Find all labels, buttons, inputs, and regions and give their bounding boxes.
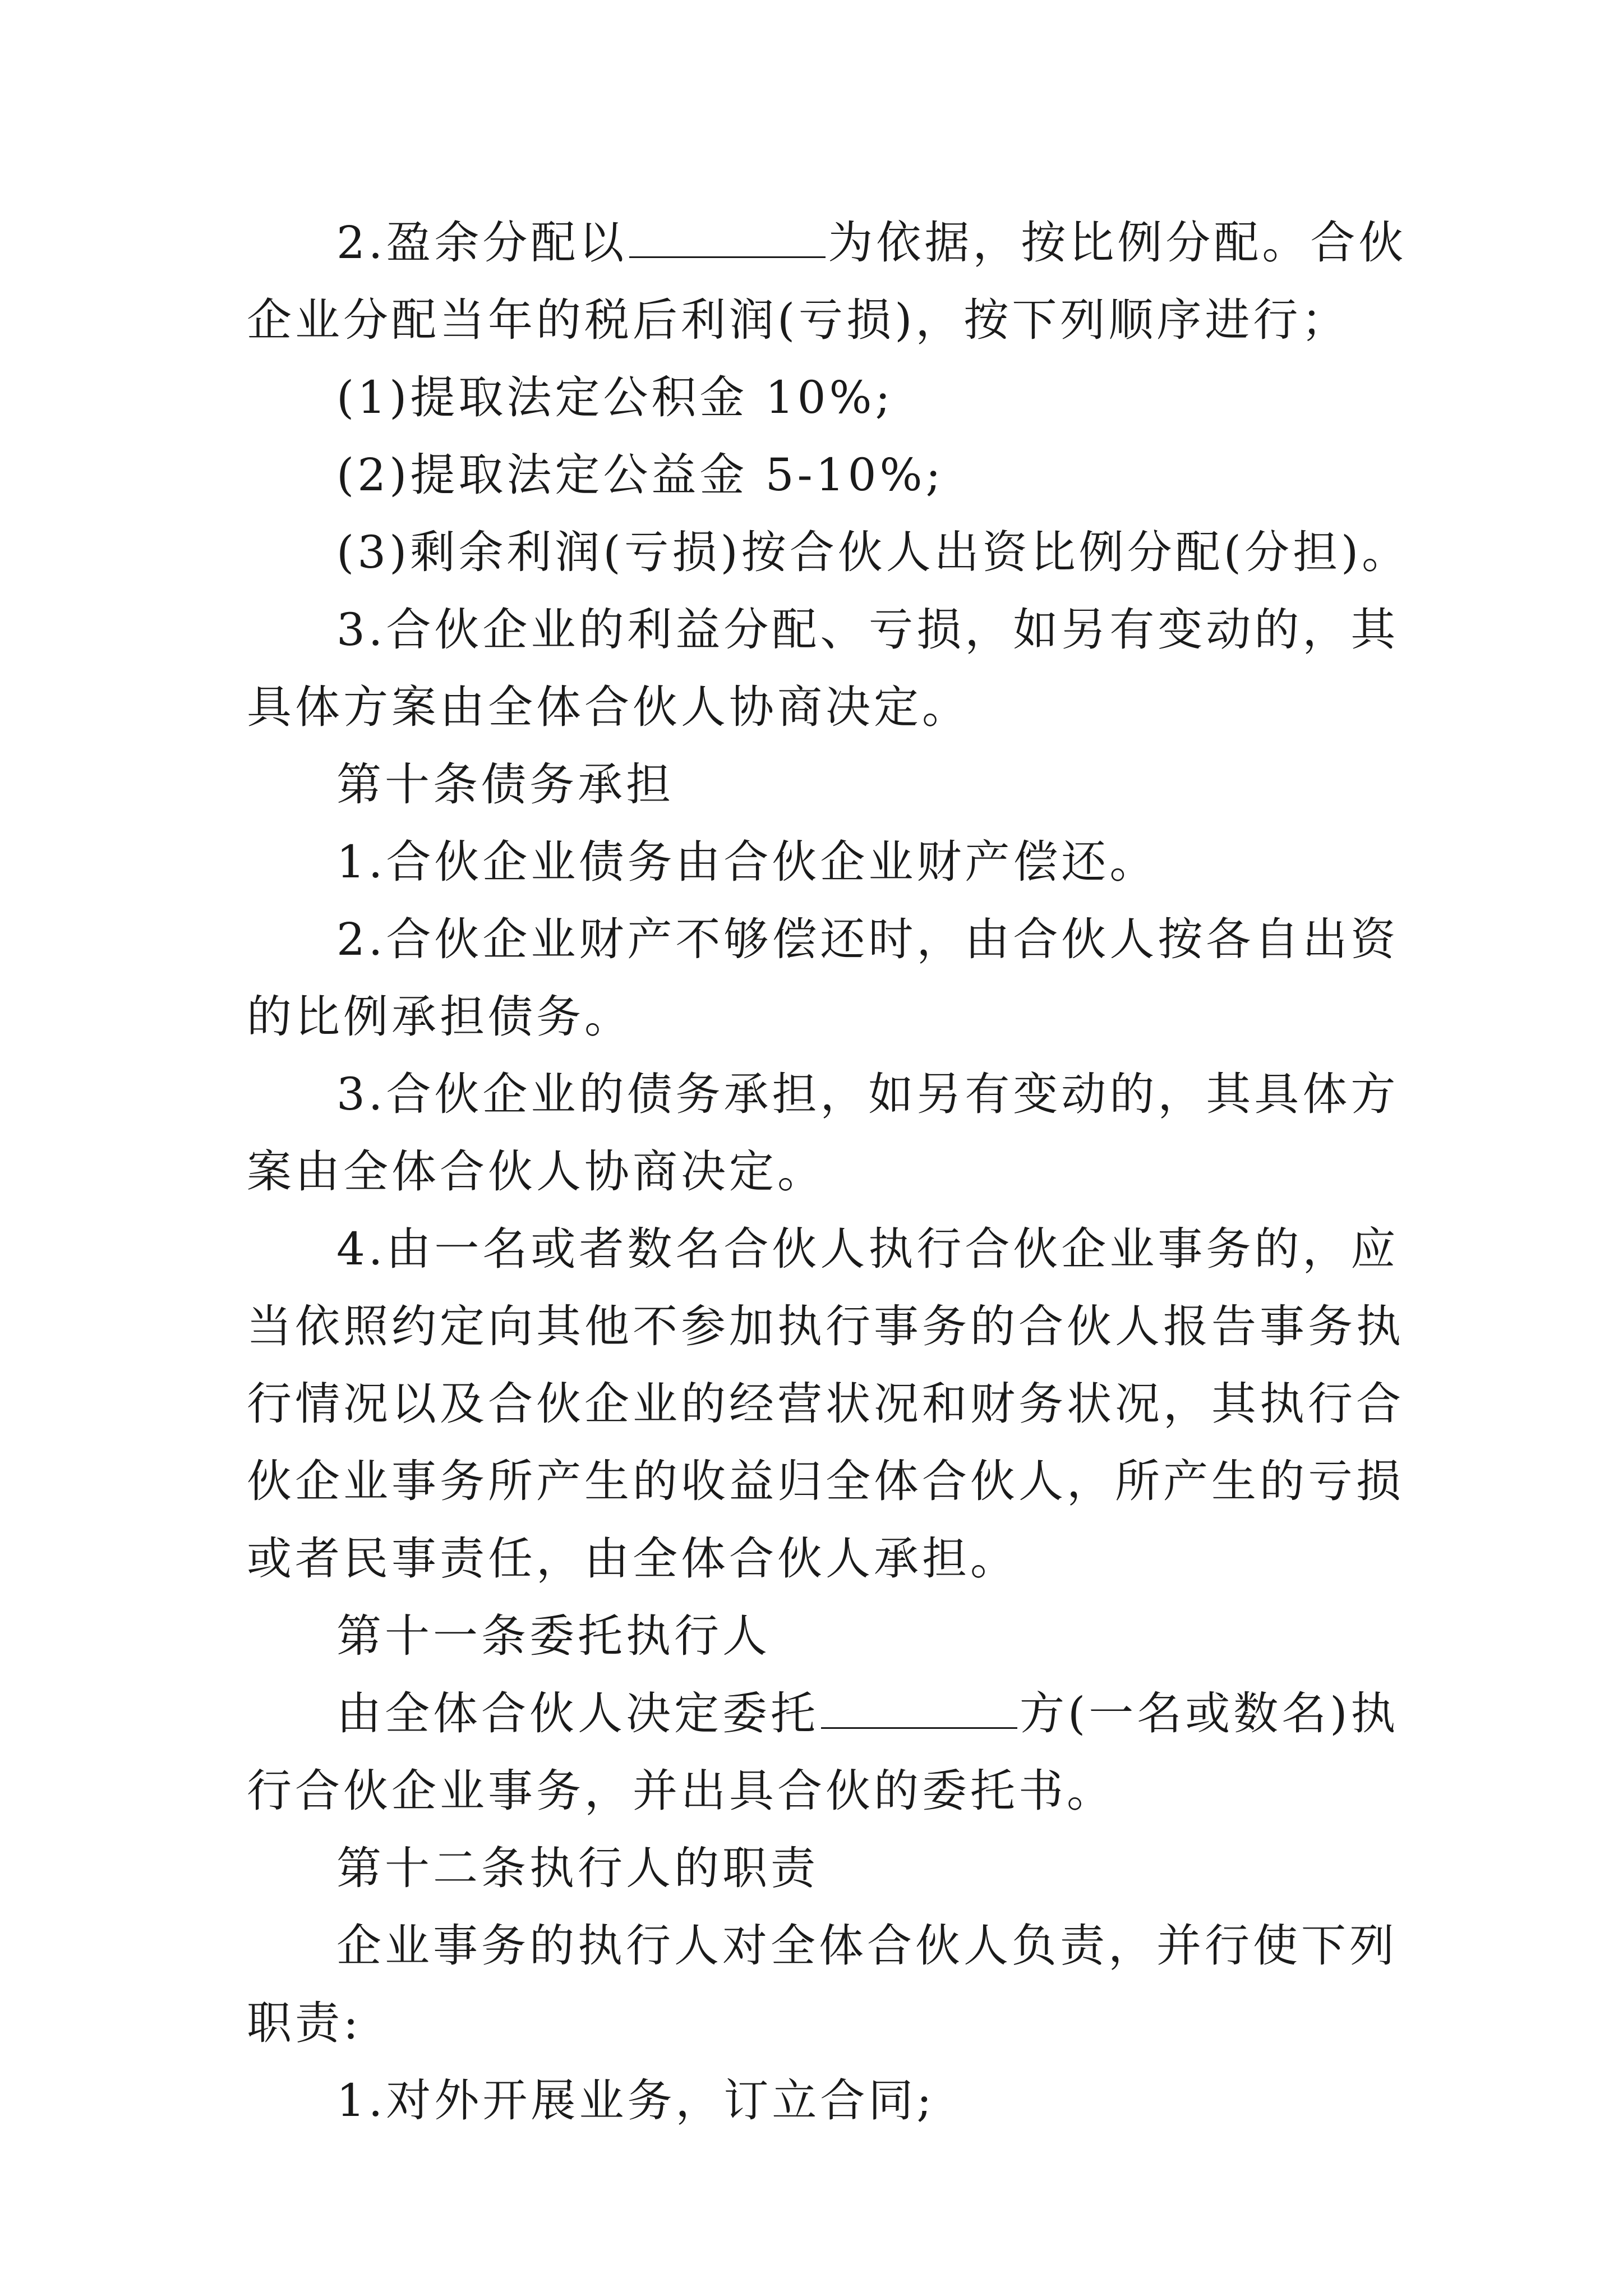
paragraph-text-after-blank: 方(一名或数名)执行合伙企业事务，并出具合伙的委托书。	[247, 1687, 1399, 1817]
article-heading-10: 第十条债务承担	[336, 758, 674, 811]
paragraph-profit-distribution	[247, 204, 1413, 359]
paragraph-debt-4: 4.由一名或者数名合伙人执行合伙企业事务的，应当依照约定向其他不参加执行事务的合伙人报告事务执行情况以及合伙企业的经营状况和财务状况，其执行合伙企业事务所产生的收益归全体合伙人，所产生的亏损或者民事责任，由全体合伙人承担。	[247, 1223, 1404, 1585]
paragraph-debt-3: 3.合伙企业的债务承担，如另有变动的，其具体方案由全体合伙人协商决定。	[247, 1068, 1399, 1198]
paragraph-debt-1: 1.合伙企业债务由合伙企业财产偿还。	[336, 836, 1158, 888]
paragraph-debt-2: 2.合伙企业财产不够偿还时，由合伙人按各自出资的比例承担债务。	[247, 913, 1399, 1043]
article-heading-11: 第十一条委托执行人	[336, 1610, 771, 1662]
paragraph-text-before-blank: 2.盈余分配以	[336, 217, 628, 269]
list-item-remaining-profit: (3)剩余利润(亏损)按合伙人出资比例分配(分担)。	[336, 526, 1410, 578]
document-body	[247, 204, 1413, 2139]
list-item-public-welfare: (2)提取法定公益金 5-10%;	[336, 449, 944, 501]
paragraph-profit-change: 3.合伙企业的利益分配、亏损，如另有变动的，其具体方案由全体合伙人协商决定。	[247, 604, 1399, 733]
fill-in-blank	[629, 216, 826, 258]
paragraph-text-after-blank: 为依据，按比例分配。合伙企业分配当年的税后利润(亏损)，按下列顺序进行；	[247, 217, 1407, 346]
list-item-legal-reserve: (1)提取法定公积金 10%;	[336, 371, 894, 424]
list-item-duty-1: 1.对外开展业务，订立合同;	[336, 2074, 935, 2127]
fill-in-blank	[821, 1687, 1017, 1729]
paragraph-executor-duties: 企业事务的执行人对全体合伙人负责，并行使下列职责:	[247, 1920, 1398, 2049]
paragraph-text-before-blank: 由全体合伙人决定委托	[336, 1687, 819, 1740]
article-heading-12: 第十二条执行人的职责	[336, 1842, 819, 1894]
paragraph-delegation	[247, 1675, 1413, 1830]
